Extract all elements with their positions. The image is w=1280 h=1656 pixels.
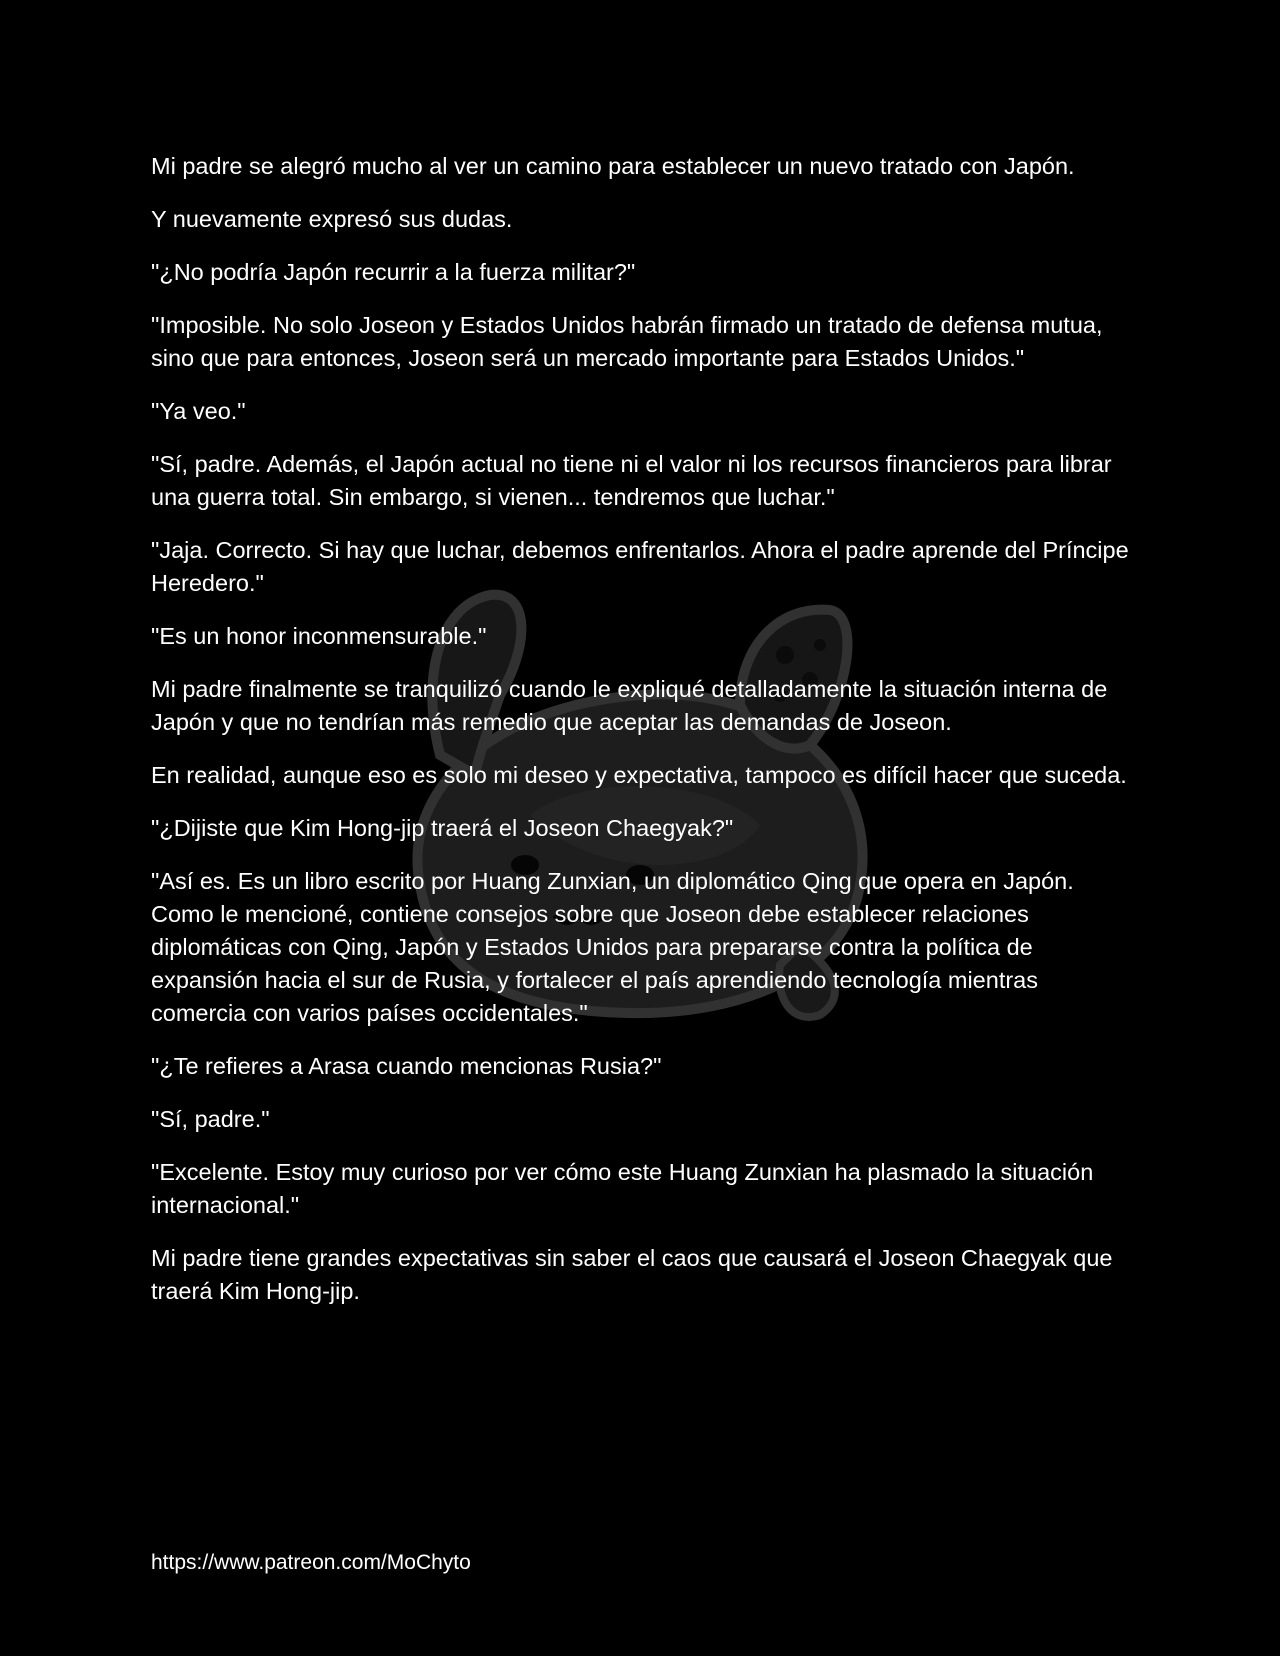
paragraph: Y nuevamente expresó sus dudas. [151, 206, 513, 232]
paragraph: "Excelente. Estoy muy curioso por ver cómo este Huang Zunxian ha plasmado la situación internacional." [151, 1159, 1094, 1218]
paragraph: "Es un honor inconmensurable." [151, 623, 487, 649]
paragraph: "Imposible. No solo Joseon y Estados Unidos habrán firmado un tratado de defensa mutua, sino que para entonces, Joseon será un mercado importante para Estados Unidos." [151, 312, 1103, 371]
paragraph: Mi padre tiene grandes expectativas sin saber el caos que causará el Joseon Chaegyak que traerá Kim Hong-jip. [151, 1245, 1113, 1304]
patreon-link[interactable]: https://www.patreon.com/MoChyto [151, 1551, 471, 1574]
paragraph: "Sí, padre. Además, el Japón actual no tiene ni el valor ni los recursos financieros para librar una guerra total. Sin embargo, si vienen... tendremos que luchar." [151, 451, 1112, 510]
paragraph: "Jaja. Correcto. Si hay que luchar, debemos enfrentarlos. Ahora el padre aprende del Príncipe Heredero." [151, 537, 1129, 596]
paragraph: Mi padre finalmente se tranquilizó cuando le expliqué detalladamente la situación interna de Japón y que no tendrían más remedio que aceptar las demandas de Joseon. [151, 676, 1108, 735]
paragraph: "Ya veo." [151, 398, 246, 424]
paragraph: Mi padre se alegró mucho al ver un camino para establecer un nuevo tratado con Japón. [151, 153, 1075, 179]
paragraph: "¿Te refieres a Arasa cuando mencionas Rusia?" [151, 1053, 662, 1079]
paragraph: "¿No podría Japón recurrir a la fuerza militar?" [151, 259, 636, 285]
paragraph: "Así es. Es un libro escrito por Huang Zunxian, un diplomático Qing que opera en Japón. Como le mencioné, contiene consejos sobre que Joseon debe establecer relaciones diplomáticas con Qing, Japón y Estados Unidos para prepararse contra la política de expansión hacia el sur de Rusia, y fortalecer el país aprendiendo tecnología mientras comercia con varios países occidentales." [151, 868, 1074, 1026]
paragraph: En realidad, aunque eso es solo mi deseo y expectativa, tampoco es difícil hacer que suceda. [151, 762, 1127, 788]
paragraph: "¿Dijiste que Kim Hong-jip traerá el Joseon Chaegyak?" [151, 815, 734, 841]
paragraph: "Sí, padre." [151, 1106, 270, 1132]
story-text-body [151, 150, 1136, 1328]
